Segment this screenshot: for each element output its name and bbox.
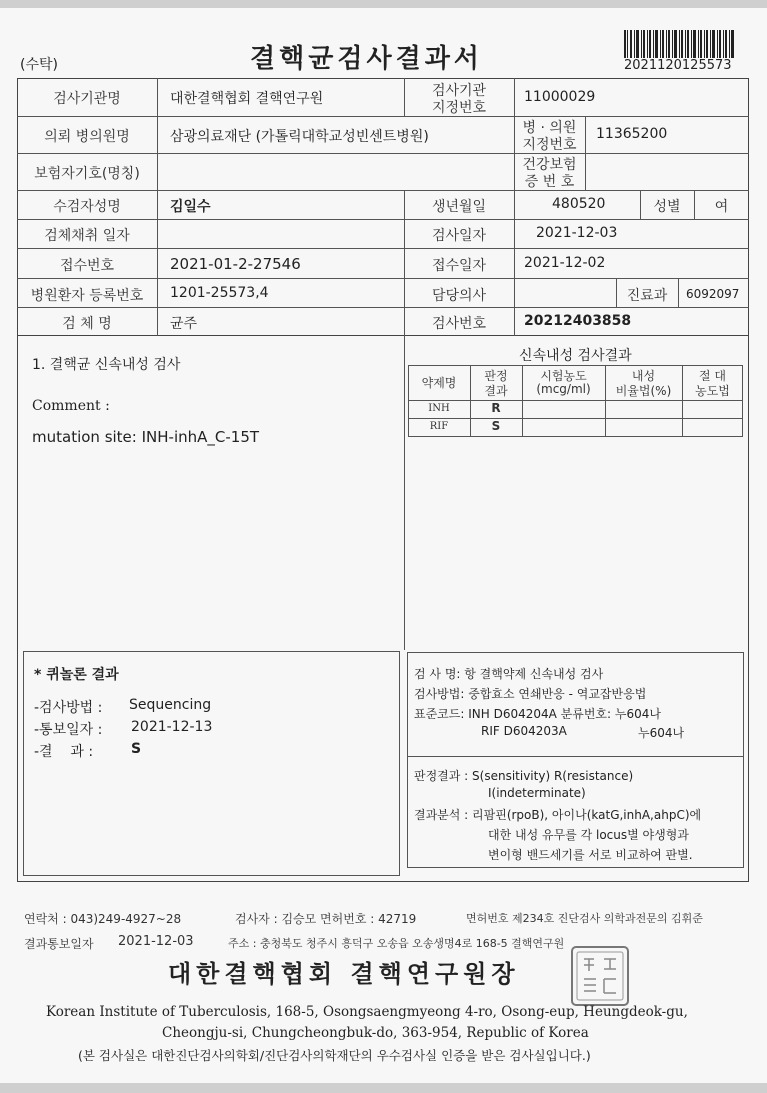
org-title: 대한결핵협회 결핵연구원장: [168, 960, 520, 988]
seal-icon: [570, 945, 630, 1007]
judge-line-2: I(indeterminate): [488, 786, 586, 800]
analysis-line-1: 결과분석 : 리팜핀(rpoB), 아이나(katG,inhA,ahpC)에: [414, 808, 702, 822]
sex-value: 여: [714, 199, 729, 215]
test-date-label: 검사일자: [431, 228, 487, 244]
insurance-label-1: 건강보험: [522, 157, 577, 173]
notice-label: -통보일자 :: [34, 722, 103, 738]
analysis-line-2: 대한 내성 유무를 각 locus별 야생형과: [488, 828, 689, 842]
test-no-value: 20212403858: [524, 313, 632, 329]
lab-no-label-1: 검사기관: [431, 83, 487, 99]
method-line-4: RIF D604203A: [481, 724, 567, 738]
result-label: -결 과 :: [34, 744, 94, 760]
patient-value: 김일수: [170, 199, 211, 215]
lab-no-value: 11000029: [524, 89, 596, 105]
method-line-1: 검 사 명: 항 결핵약제 신속내성 검사: [414, 667, 604, 681]
hospital-value: 삼광의료재단 (가톨릭대학교성빈센트병원): [170, 129, 429, 145]
result-value: S: [131, 741, 142, 757]
reg-no-label: 병원환자 등록번호: [30, 288, 144, 304]
lab-name-label: 검사기관명: [53, 91, 121, 107]
notice-date: 2021-12-03: [118, 934, 194, 949]
col-drug: 약제명: [421, 376, 457, 390]
hospital-no-value: 11365200: [596, 126, 668, 142]
method-line-2: 검사방법: 중합효소 연쇄반응 - 역교잡반응법: [414, 687, 647, 701]
contact: 연락처 : 043)249-4927~28: [24, 912, 182, 926]
receipt-no-value: 2021-01-2-27546: [170, 255, 301, 273]
quinolone-box: [23, 651, 400, 876]
analysis-line-3: 변이형 밴드세기를 서로 비교하여 판별.: [488, 848, 693, 862]
hospital-no-label-2: 지정번호: [522, 137, 577, 153]
dept-label: 진료과: [626, 288, 668, 304]
table-row: INH: [428, 403, 450, 414]
receipt-date-value: 2021-12-02: [524, 255, 606, 271]
receipt-date-label: 접수일자: [431, 258, 487, 274]
sex-label: 성별: [653, 199, 681, 215]
dept-value: 6092097: [686, 287, 740, 301]
hospital-no-label-1: 병 · 의원: [522, 120, 577, 136]
english-address-1: Korean Institute of Tuberculosis, 168-5, Osongsaengmyeong 4-ro, Osong-eup, Heungdeok-gu,: [46, 1004, 688, 1020]
result-rif: S: [491, 419, 501, 433]
dob-value: 480520: [552, 196, 606, 212]
dob-label: 생년월일: [431, 199, 487, 215]
sample-date-label: 검체채취 일자: [44, 228, 130, 244]
judge-line-1: 판정결과 : S(sensitivity) R(resistance): [414, 769, 634, 783]
examiner: 검사자 : 김승모 면허번호 : 42719: [235, 912, 417, 926]
col-conc-1: 시험농도: [540, 369, 587, 383]
hospital-label: 의뢰 병의원명: [44, 129, 130, 145]
barcode-number: 2021120125573: [624, 58, 732, 73]
quinolone-title: * 퀴놀론 결과: [34, 667, 119, 683]
col-ratio-2: 비율법(%): [615, 384, 672, 398]
license: 면허번호 제234호 진단검사 의학과전문의 김휘준: [466, 912, 703, 925]
method-line-3: 표준코드: INH D604204A 분류번호: 누604나: [414, 707, 661, 721]
lab-name-value: 대한결핵협회 결핵연구원: [170, 91, 324, 107]
section-title: 1. 결핵균 신속내성 검사: [32, 357, 181, 373]
lab-no-label-2: 지정번호: [431, 100, 487, 116]
reg-no-value: 1201-25573,4: [170, 285, 269, 301]
method-value: Sequencing: [129, 697, 212, 713]
col-judge-2: 결과: [484, 384, 508, 398]
test-date-value: 2021-12-03: [536, 225, 618, 241]
barcode-icon: [624, 30, 736, 58]
col-conc-2: (mcg/ml): [536, 382, 591, 396]
official-seal: [570, 945, 630, 1007]
english-address-2: Cheongju-si, Chungcheongbuk-do, 363-954, Republic of Korea: [162, 1025, 589, 1041]
method-label: -검사방법 :: [34, 700, 103, 716]
table-row: RIF: [429, 421, 449, 432]
address: 주소 : 충청북도 청주시 흥덕구 오송읍 오송생명4로 168-5 결핵연구원: [228, 937, 565, 950]
bottom-edge: [0, 1083, 767, 1093]
col-abs-2: 농도법: [695, 384, 730, 398]
col-judge-1: 판정: [484, 369, 508, 383]
notice-date-label: 결과통보일자: [24, 937, 94, 951]
receipt-no-label: 접수번호: [59, 258, 115, 274]
top-edge: [0, 0, 767, 8]
page-title: 결핵균검사결과서: [250, 44, 483, 74]
specimen-value: 균주: [170, 316, 198, 332]
barcode: [624, 30, 736, 58]
rapid-test-title: 신속내성 검사결과: [519, 348, 632, 364]
consign-label: (수탁): [20, 57, 58, 73]
mutation-site: mutation site: INH-inhA_C-15T: [32, 428, 260, 446]
method-line-4b: 누604나: [638, 726, 685, 740]
doctor-label: 담당의사: [431, 288, 487, 304]
insurance-label-2: 증 번 호: [524, 174, 575, 190]
test-no-label: 검사번호: [431, 316, 487, 332]
specimen-label: 검 체 명: [62, 316, 112, 332]
col-ratio-1: 내성: [631, 369, 656, 383]
col-abs-1: 절 대: [699, 369, 726, 383]
comment-label: Comment :: [32, 398, 110, 414]
result-inh: R: [491, 401, 501, 415]
patient-label: 수검자성명: [53, 199, 121, 215]
certification-note: (본 검사실은 대한진단검사의학회/진단검사의학재단의 우수검사실 인증을 받은 검사실입니다.): [78, 1048, 591, 1063]
notice-value: 2021-12-13: [131, 719, 213, 735]
insured-label: 보험자기호(명칭): [34, 166, 140, 182]
